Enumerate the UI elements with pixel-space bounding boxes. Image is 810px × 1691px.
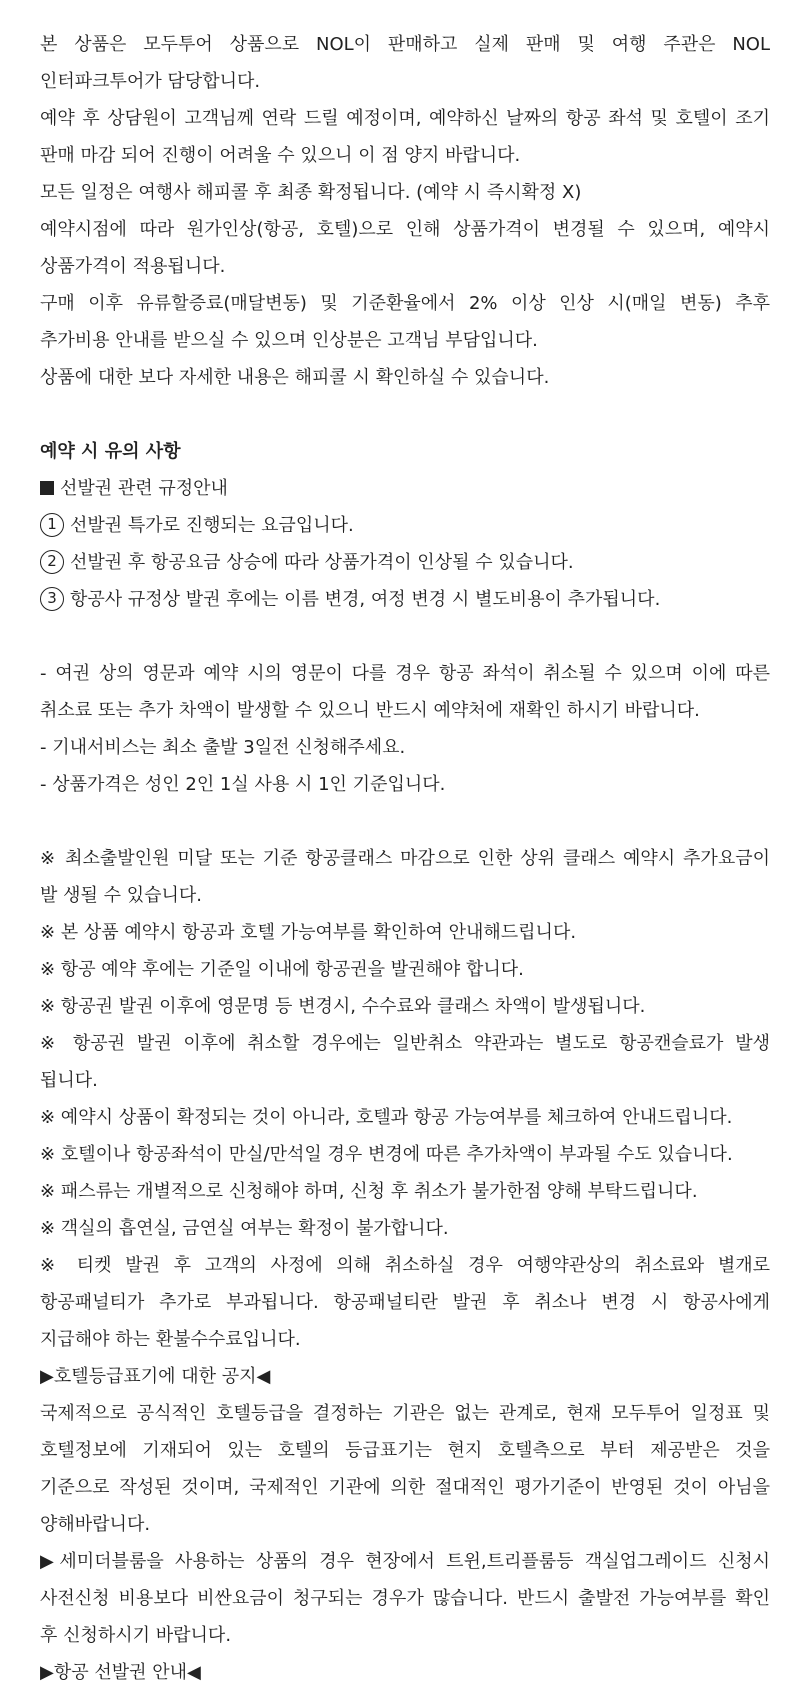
- semi-double-line: 후 신청하시기 바랍니다.: [40, 1625, 232, 1646]
- note-line: ※ 항공권 발권 이후에 취소할 경우에는 일반취소 약관과는 별도로 항공캔슬료가 발생: [40, 1033, 770, 1054]
- intro-line-1: 본 상품은 모두투어 상품으로 NOL이 판매하고 실제 판매 및 여행 주관은 NOL: [40, 34, 770, 55]
- spacer: [40, 618, 770, 655]
- intro-line-5: 모든 일정은 여행사 해피콜 후 최종 확정됩니다. (예약 시 즉시확정 X): [40, 182, 582, 203]
- air-ticket-title: ▶항공 선발권 안내◀: [40, 1662, 201, 1683]
- note-line: ※ 패스류는 개별적으로 신청해야 하며, 신청 후 취소가 불가한점 양해 부탁드립니다.: [40, 1181, 698, 1202]
- hotel-grade-line: 국제적으로 공식적인 호텔등급을 결정하는 기관은 없는 관계로, 현재 모두투어 일정표 및: [40, 1403, 770, 1424]
- note-line: 됩니다.: [40, 1070, 98, 1091]
- intro-line-3: 예약 후 상담원이 고객님께 연락 드릴 예정이며, 예약하신 날짜의 항공 좌석 및 호텔이 조기: [40, 108, 770, 129]
- semi-double-line: ▶세미더블룸을 사용하는 상품의 경우 현장에서 트윈,트리플룸등 객실업그레이드 신청시: [40, 1551, 770, 1572]
- hotel-grade-line: 호텔정보에 기재되어 있는 호텔의 등급표기는 현지 호텔측으로 부터 제공받은 것을: [40, 1440, 770, 1461]
- intro-line-10: 상품에 대한 보다 자세한 내용은 해피콜 시 확인하실 수 있습니다.: [40, 367, 550, 388]
- dash-note-line: - 기내서비스는 최소 출발 3일전 신청해주세요.: [40, 737, 406, 758]
- semi-double-line: 사전신청 비용보다 비싼요금이 청구되는 경우가 많습니다. 반드시 출발전 가능여부를 확인: [40, 1588, 770, 1609]
- note-line: ※ 호텔이나 항공좌석이 만실/만석일 경우 변경에 따른 추가차액이 부과될 수도 있습니다.: [40, 1144, 733, 1165]
- hotel-grade-line: 양해바랍니다.: [40, 1514, 151, 1535]
- caution-heading: 예약 시 유의 사항: [40, 441, 181, 462]
- dash-note-line: - 상품가격은 성인 2인 1실 사용 시 1인 기준입니다.: [40, 774, 446, 795]
- rule-item: 1 선발권 특가로 진행되는 요금입니다.: [40, 507, 770, 544]
- circled-number-icon: 2: [40, 550, 64, 574]
- hotel-grade-title: ▶호텔등급표기에 대한 공지◀: [40, 1366, 271, 1387]
- dash-note-line: 취소료 또는 추가 차액이 발생할 수 있으니 반드시 예약처에 재확인 하시기 바랍니다.: [40, 700, 700, 721]
- ticket-rule-title: 선발권 관련 규정안내: [40, 470, 770, 507]
- spacer: [40, 396, 770, 433]
- intro-line-8: 구매 이후 유류할증료(매달변동) 및 기준환율에서 2% 이상 인상 시(매일 변동) 추후: [40, 293, 770, 314]
- dash-note-line: - 여권 상의 영문과 예약 시의 영문이 다를 경우 항공 좌석이 취소될 수 있으며 이에 따른: [40, 663, 770, 684]
- note-line: 지급해야 하는 환불수수료입니다.: [40, 1329, 301, 1350]
- hotel-grade-line: 기준으로 작성된 것이며, 국제적인 기관에 의한 절대적인 평가기준이 반영된 것이 아님을: [40, 1477, 770, 1498]
- intro-line-9: 추가비용 안내를 받으실 수 있으며 인상분은 고객님 부담입니다.: [40, 330, 538, 351]
- circled-number-icon: 3: [40, 587, 64, 611]
- intro-line-2: 인터파크투어가 담당합니다.: [40, 71, 261, 92]
- rule-item: 2 선발권 후 항공요금 상승에 따라 상품가격이 인상될 수 있습니다.: [40, 544, 770, 581]
- intro-line-4: 판매 마감 되어 진행이 어려울 수 있으니 이 점 양지 바랍니다.: [40, 145, 521, 166]
- black-square-icon: [40, 481, 54, 495]
- note-line: 발 생될 수 있습니다.: [40, 885, 202, 906]
- circled-number-icon: 1: [40, 513, 64, 537]
- note-line: ※ 최소출발인원 미달 또는 기준 항공클래스 마감으로 인한 상위 클래스 예약시 추가요금이: [40, 848, 770, 869]
- rule-item: 3 항공사 규정상 발권 후에는 이름 변경, 여정 변경 시 별도비용이 추가됩니다.: [40, 581, 770, 618]
- spacer: [40, 803, 770, 840]
- intro-line-7: 상품가격이 적용됩니다.: [40, 256, 226, 277]
- intro-line-6: 예약시점에 따라 원가인상(항공, 호텔)으로 인해 상품가격이 변경될 수 있으며, 예약시: [40, 219, 770, 240]
- note-line: ※ 본 상품 예약시 항공과 호텔 가능여부를 확인하여 안내해드립니다.: [40, 922, 577, 943]
- note-line: ※ 항공 예약 후에는 기준일 이내에 항공권을 발권해야 합니다.: [40, 959, 524, 980]
- note-line: ※ 예약시 상품이 확정되는 것이 아니라, 호텔과 항공 가능여부를 체크하여 안내드립니다.: [40, 1107, 733, 1128]
- note-line: ※ 항공권 발권 이후에 영문명 등 변경시, 수수료와 클래스 차액이 발생됩니다.: [40, 996, 646, 1017]
- note-line: 항공패널티가 추가로 부과됩니다. 항공패널티란 발권 후 취소나 변경 시 항공사에게: [40, 1292, 770, 1313]
- note-line: ※ 티켓 발권 후 고객의 사정에 의해 취소하실 경우 여행약관상의 취소료와 별개로: [40, 1255, 770, 1276]
- note-line: ※ 객실의 흡연실, 금연실 여부는 확정이 불가합니다.: [40, 1218, 449, 1239]
